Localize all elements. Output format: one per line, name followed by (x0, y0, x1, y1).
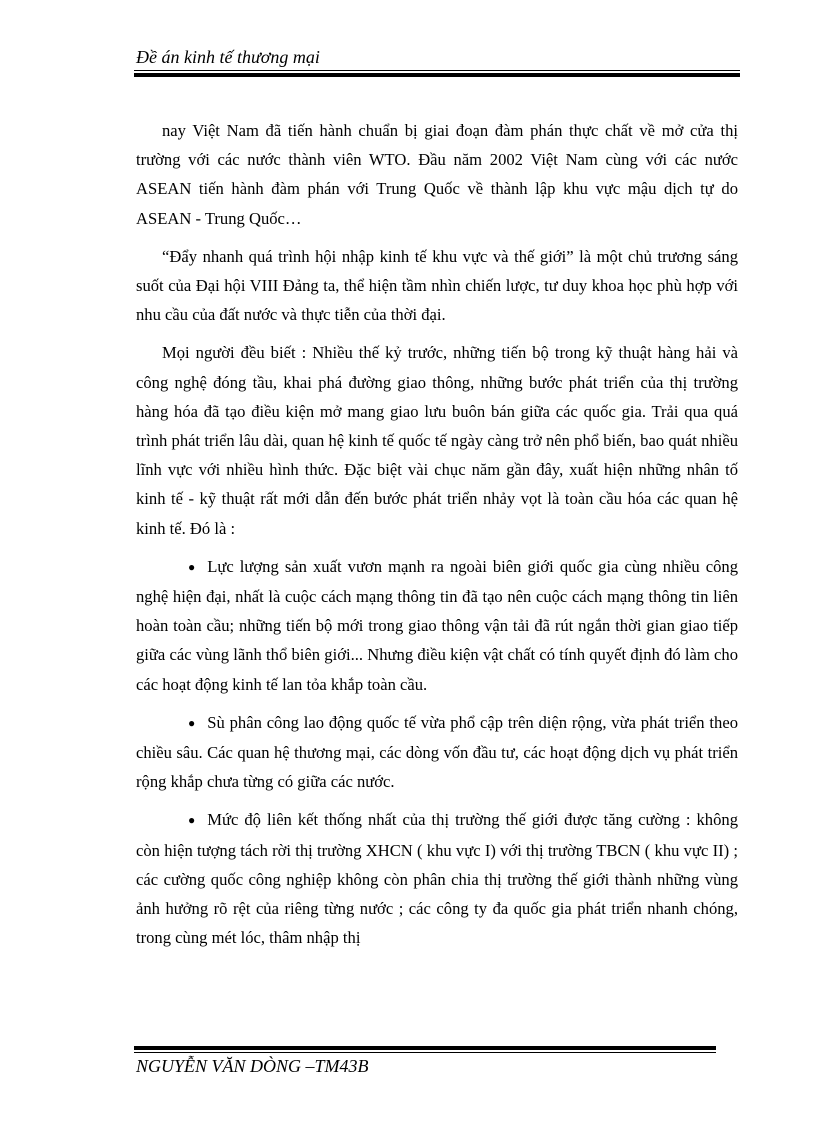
footer-rule-thin (134, 1052, 716, 1053)
bullet-item (136, 552, 738, 699)
footer-rule-thick (134, 1046, 716, 1050)
bullet-text: Sù phân công lao động quốc tế vừa phổ cập trên diện rộng, vừa phát triển theo chiều sâu. Các quan hệ thương mại, các dòng vốn đầu tư, các hoạt động dịch vụ phát triển rộng khắp chưa từng có giữa các nước. (136, 712, 738, 792)
bullet-icon: ● (188, 559, 196, 574)
bullet-text: Mức độ liên kết thống nhất của thị trường thế giới được tăng cường : không còn hiện tượng tách rời thị trường XHCN ( khu vực I) với thị trường TBCN ( khu vực II) ; các cường quốc công nghiệp không còn phân chia thị trường thế giới thành những vùng ảnh hưởng rõ rệt của riêng từng nước ; các công ty đa quốc gia phát triển nhanh chóng, trong cùng mét lóc, thâm nhập thị (136, 810, 738, 948)
bullet-icon: ● (188, 813, 196, 828)
header-rule-thick (134, 73, 740, 77)
bullet-item (136, 708, 738, 797)
bullet-item (136, 805, 738, 952)
paragraph: Mọi người đều biết : Nhiều thế kỷ trước, những tiến bộ trong kỹ thuật hàng hải và công nghệ đóng tầu, khai phá đường giao thông, những bước phát triển của thị trường hàng hóa đã tạo điều kiện mở mang giao lưu buôn bán giữa các quốc gia. Trải qua quá trình phát triển lâu dài, quan hệ kinh tế quốc tế ngày càng trở nên phổ biến, bao quát nhiều lĩnh vực với nhiều hình thức. Đặc biệt vài chục năm gần đây, xuất hiện những nhân tố kinh tế - kỹ thuật rất mới dẫn đến bước phát triển nhảy vọt là toàn cầu hóa các quan hệ kinh tế. Đó là : (136, 343, 738, 538)
footer-author: NGUYỄN VĂN DÒNG –TM43B (136, 1056, 369, 1076)
document-body (136, 116, 738, 961)
header-rule-thin (134, 70, 740, 71)
bullet-icon: ● (188, 715, 196, 730)
bullet-text: Lực lượng sản xuất vươn mạnh ra ngoài biên giới quốc gia cùng nhiều công nghệ hiện đại, nhất là cuộc cách mạng thông tin đã tạo nên cuộc cách mạng thông tin liên hoàn toàn cầu; những tiến bộ mới trong giao thông vận tải đã rút ngắn thời gian giao tiếp giữa các vùng lãnh thổ biên giới... Nhưng điều kiện vật chất có tính quyết định đó làm cho các hoạt động kinh tế lan tỏa khắp toàn cầu. (136, 556, 738, 694)
header-title: Đề án kinh tế thương mại (136, 47, 320, 67)
paragraph: nay Việt Nam đã tiến hành chuẩn bị giai đoạn đàm phán thực chất về mở cửa thị trường với các nước thành viên WTO. Đầu năm 2002 Việt Nam cùng với các nước ASEAN tiến hành đàm phán với Trung Quốc về thành lập khu vực mậu dịch tự do ASEAN - Trung Quốc… (136, 121, 738, 228)
paragraph: “Đẩy nhanh quá trình hội nhập kinh tế khu vực và thế giới” là một chủ trương sáng suốt của Đại hội VIII Đảng ta, thể hiện tầm nhìn chiến lược, tư duy khoa học phù hợp với nhu cầu của đất nước và thực tiễn của thời đại. (136, 246, 738, 325)
